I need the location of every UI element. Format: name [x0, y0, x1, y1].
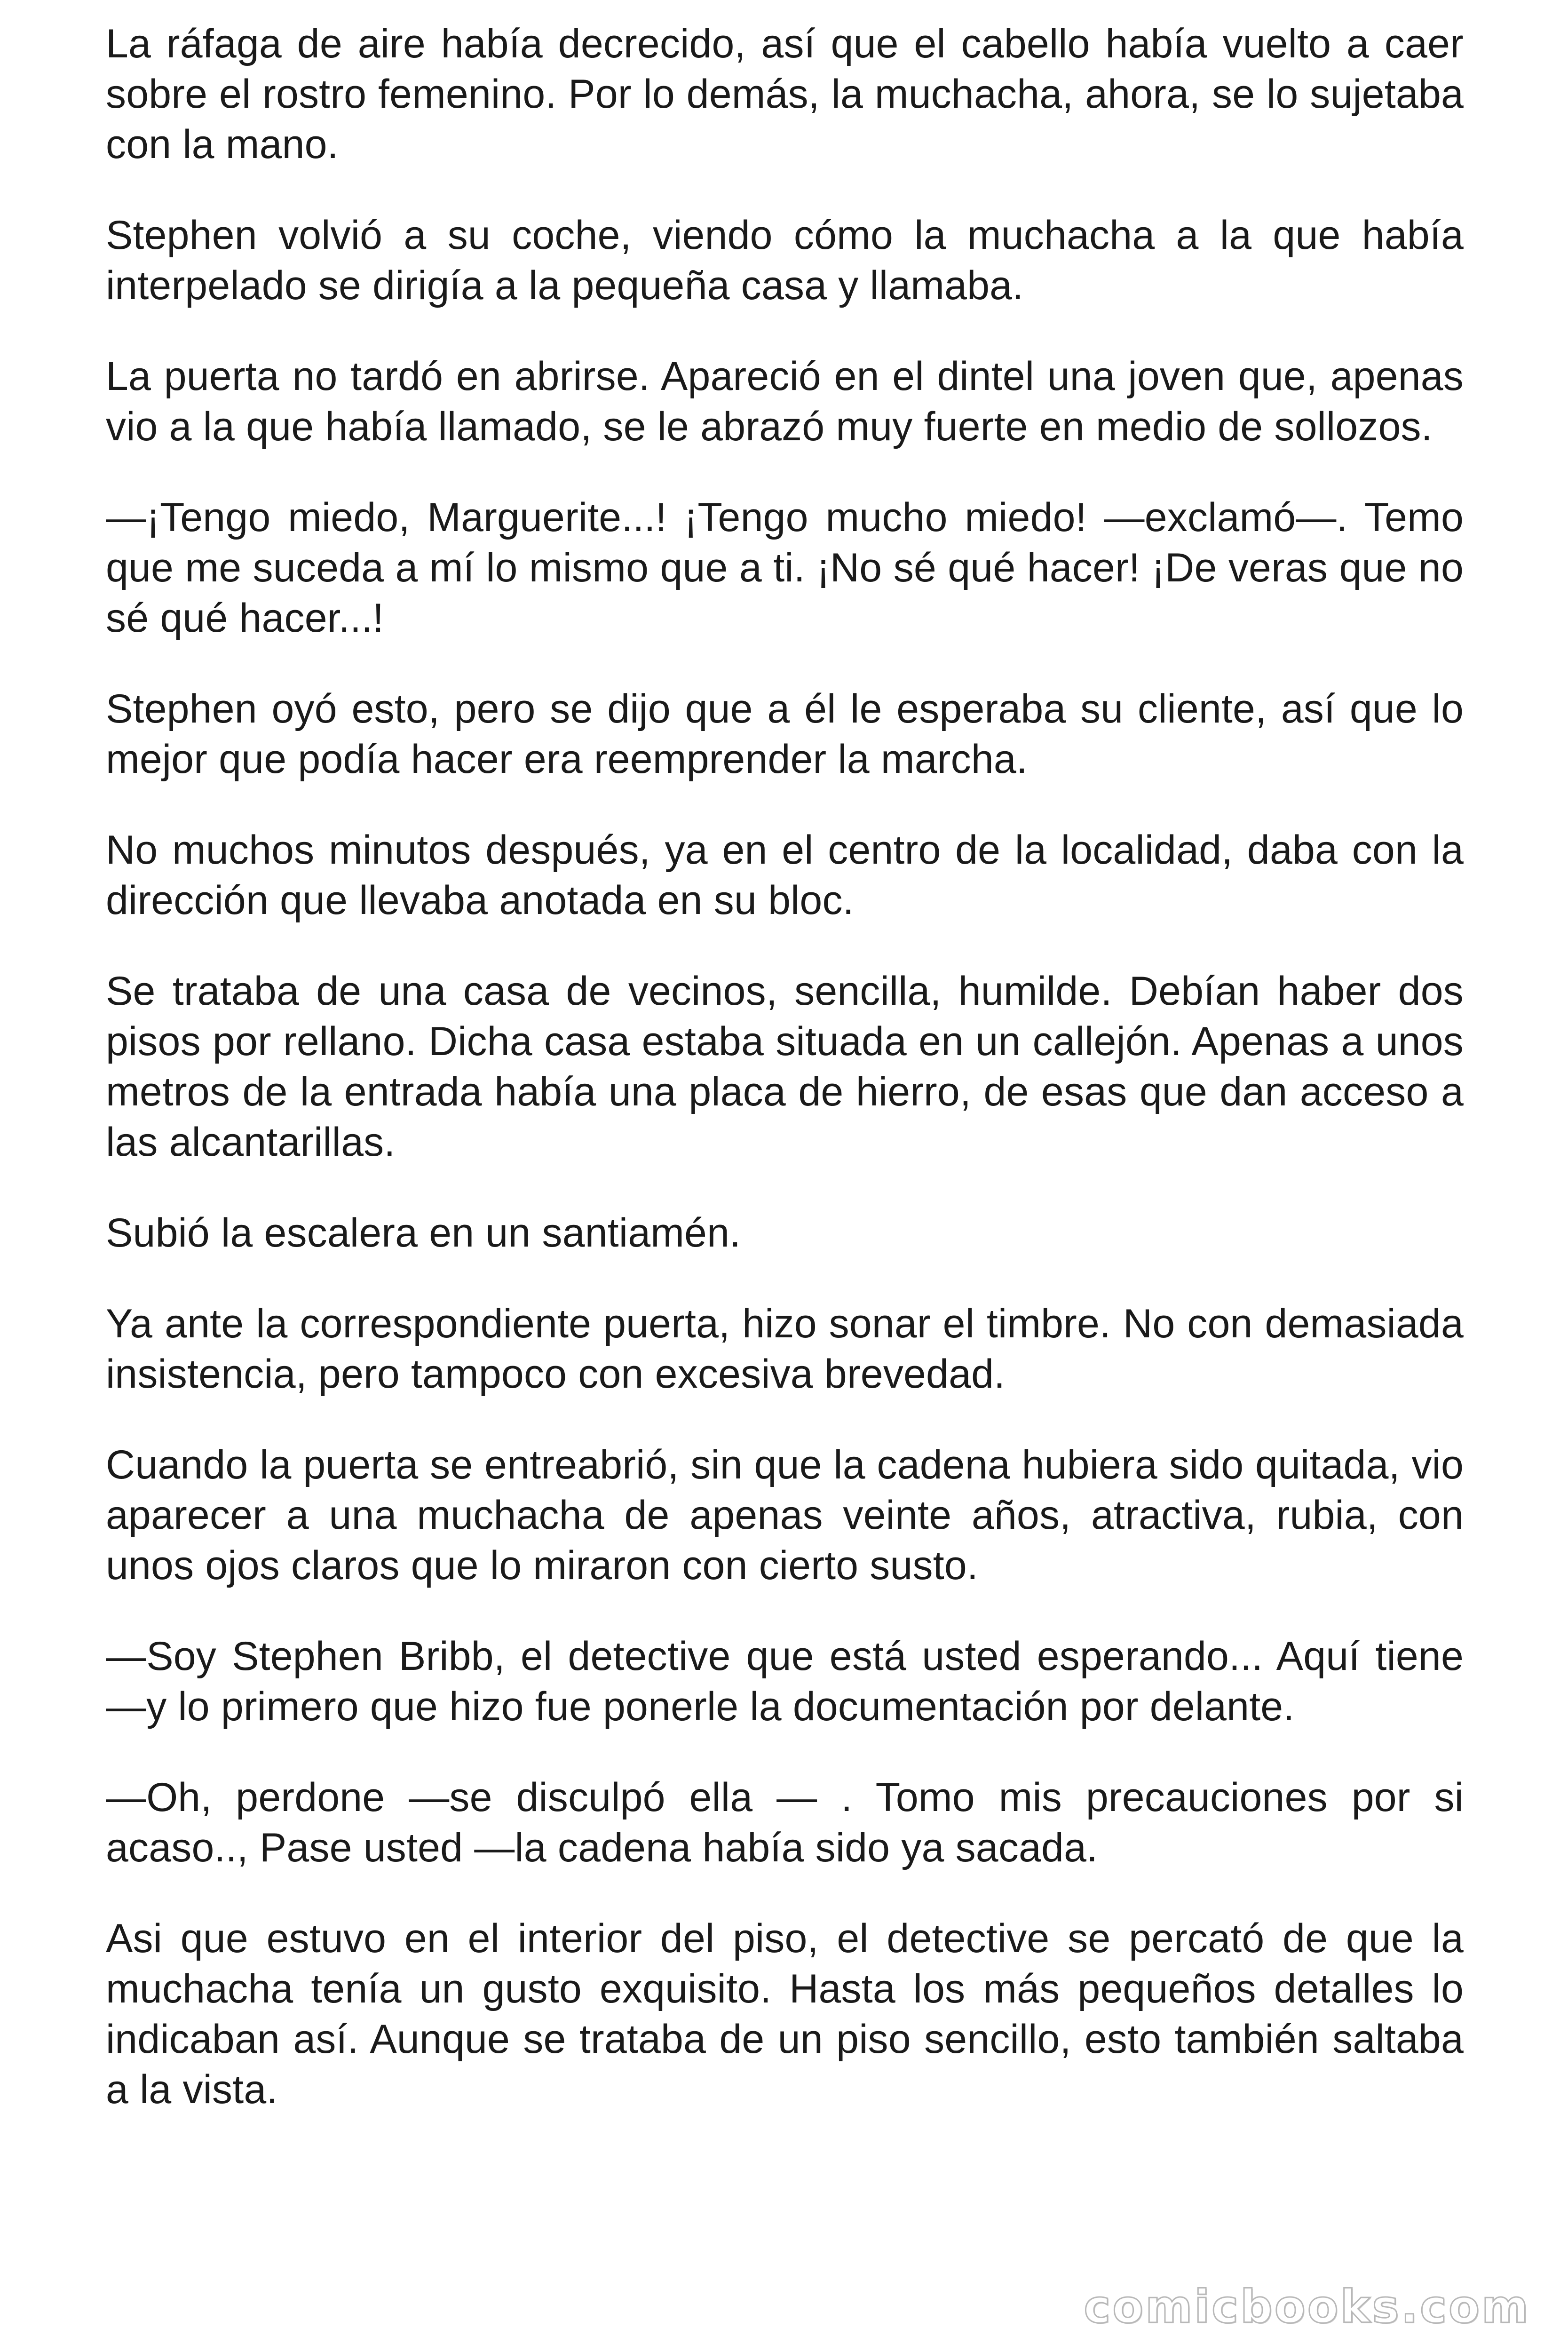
- paragraph: —Soy Stephen Bribb, el detective que está usted esperando... Aquí tiene —y lo primero que hizo fue ponerle la documentación por delante.: [106, 1634, 1464, 1729]
- paragraph: —¡Tengo miedo, Marguerite...! ¡Tengo mucho miedo! —exclamó—. Temo que me suceda a mí lo mismo que a ti. ¡No sé qué hacer! ¡De veras que no sé qué hacer...!: [106, 495, 1464, 641]
- paragraph: Ya ante la correspondiente puerta, hizo sonar el timbre. No con demasiada insistencia, pero tampoco con excesiva brevedad.: [106, 1301, 1464, 1397]
- paragraph: Subió la escalera en un santiamén.: [106, 1210, 741, 1255]
- paragraph: —Oh, perdone —se disculpó ella — . Tomo mis precauciones por si acaso.., Pase usted —la cadena había sido ya sacada.: [106, 1775, 1464, 1870]
- paragraph: Stephen oyó esto, pero se dijo que a él le esperaba su cliente, así que lo mejor que podía hacer era reemprender la marcha.: [106, 686, 1464, 782]
- paragraph: Cuando la puerta se entreabrió, sin que la cadena hubiera sido quitada, vio aparecer a una muchacha de apenas veinte años, atractiva, rubia, con unos ojos claros que lo miraron con cierto susto.: [106, 1442, 1464, 1588]
- paragraph: Stephen volvió a su coche, viendo cómo la muchacha a la que había interpelado se dirigía a la pequeña casa y llamaba.: [106, 213, 1464, 308]
- paragraph: La ráfaga de aire había decrecido, así que el cabello había vuelto a caer sobre el rostro femenino. Por lo demás, la muchacha, ahora, se lo sujetaba con la mano.: [106, 21, 1464, 167]
- paragraph: Se trataba de una casa de vecinos, sencilla, humilde. Debían haber dos pisos por rellano. Dicha casa estaba situada en un callejón. Apenas a unos metros de la entrada había una placa de hierro, de esas que dan acceso a las alcantarillas.: [106, 969, 1464, 1165]
- watermark: comicbooks.com: [1084, 2280, 1530, 2333]
- paragraph: No muchos minutos después, ya en el centro de la localidad, daba con la dirección que llevaba anotada en su bloc.: [106, 827, 1464, 923]
- paragraph: La puerta no tardó en abrirse. Apareció en el dintel una joven que, apenas vio a la que había llamado, se le abrazó muy fuerte en medio de sollozos.: [106, 354, 1464, 449]
- paragraph: Asi que estuvo en el interior del piso, el detective se percató de que la muchacha tenía un gusto exquisito. Hasta los más pequeños detalles lo indicaban así. Aunque se trataba de un piso sencillo, esto también saltaba a la vista.: [106, 1916, 1464, 2112]
- text-column: [106, 19, 1464, 2155]
